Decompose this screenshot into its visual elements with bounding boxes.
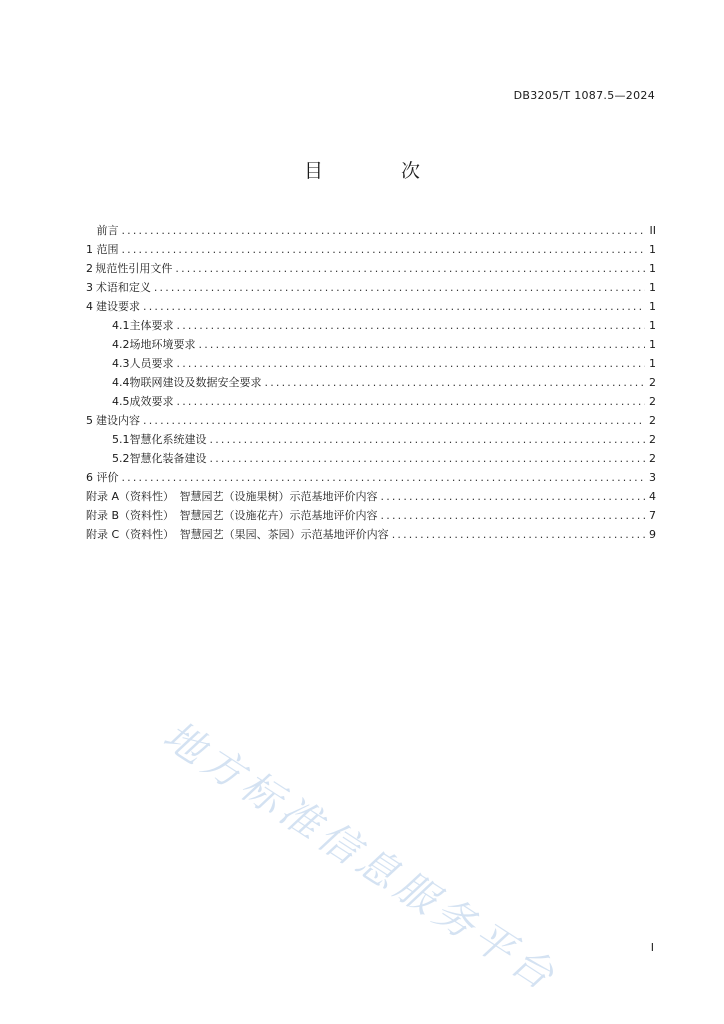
toc-entry-page: 1 xyxy=(649,357,656,370)
watermark: 地方标准信息服务平台 xyxy=(155,712,566,1002)
toc-entry[interactable] xyxy=(86,393,656,412)
toc-entry-number: 4.5 xyxy=(112,395,130,408)
toc-entry-number: 4.2 xyxy=(112,338,130,351)
table-of-contents xyxy=(86,222,656,545)
toc-entry[interactable] xyxy=(86,260,656,279)
toc-entry-number: 3 xyxy=(86,281,93,294)
toc-leader-dots xyxy=(143,300,645,313)
toc-leader-dots xyxy=(265,376,646,389)
toc-entry-page: 1 xyxy=(649,300,656,313)
toc-entry[interactable] xyxy=(86,450,656,469)
toc-entry-label: 物联网建设及数据安全要求 xyxy=(129,376,262,389)
toc-leader-dots xyxy=(121,243,645,256)
toc-entry-label: 人员要求 xyxy=(129,357,174,370)
toc-entry-page: 4 xyxy=(649,490,656,503)
toc-entry[interactable] xyxy=(86,526,656,545)
page-number: I xyxy=(650,941,654,954)
toc-leader-dots xyxy=(381,490,645,503)
toc-entry-number: 4.4 xyxy=(112,376,130,389)
toc-entry-page: 1 xyxy=(649,281,656,294)
toc-entry[interactable] xyxy=(86,279,656,298)
toc-entry[interactable] xyxy=(86,336,656,355)
page-title: 目 次 xyxy=(303,160,457,182)
toc-entry-label: 场地环境要求 xyxy=(129,338,196,351)
toc-entry-number: 4 xyxy=(86,300,93,313)
toc-entry[interactable] xyxy=(86,374,656,393)
toc-entry[interactable] xyxy=(86,431,656,450)
toc-entry-page: 1 xyxy=(649,243,656,256)
toc-leader-dots xyxy=(121,471,645,484)
toc-entry-page: 2 xyxy=(649,452,656,465)
toc-entry-page: 2 xyxy=(649,395,656,408)
toc-entry-label: 术语和定义 xyxy=(95,281,151,294)
toc-entry-label: 主体要求 xyxy=(129,319,174,332)
toc-entry-label: 评价 xyxy=(96,471,119,484)
toc-entry-label: 前言 xyxy=(96,224,119,237)
toc-entry-number: 4.1 xyxy=(112,319,130,332)
toc-entry[interactable] xyxy=(86,222,656,241)
toc-entry-label: 成效要求 xyxy=(129,395,174,408)
toc-entry-label: 建设内容 xyxy=(96,414,141,427)
toc-entry-page: 2 xyxy=(649,433,656,446)
toc-entry-label: 附录 C（资料性） 智慧园艺（果园、茶园）示范基地评价内容 xyxy=(86,528,389,541)
toc-entry[interactable] xyxy=(86,488,656,507)
toc-entry[interactable] xyxy=(86,507,656,526)
toc-leader-dots xyxy=(210,433,646,446)
toc-entry-label: 范围 xyxy=(96,243,119,256)
toc-entry-number: 1 xyxy=(86,243,93,256)
toc-entry-label: 建设要求 xyxy=(96,300,141,313)
toc-entry-page: 2 xyxy=(649,414,656,427)
toc-entry-number: 5.2 xyxy=(112,452,130,465)
toc-leader-dots xyxy=(392,528,645,541)
toc-leader-dots xyxy=(210,452,646,465)
toc-entry-page: 2 xyxy=(649,376,656,389)
toc-entry-number: 2 xyxy=(86,262,93,275)
toc-leader-dots xyxy=(177,395,646,408)
toc-entry-label: 规范性引用文件 xyxy=(95,262,173,275)
toc-leader-dots xyxy=(143,414,645,427)
toc-leader-dots xyxy=(177,319,646,332)
toc-entry-page: II xyxy=(649,224,656,237)
toc-entry[interactable] xyxy=(86,412,656,431)
toc-leader-dots xyxy=(199,338,646,351)
toc-leader-dots xyxy=(177,357,646,370)
toc-entry[interactable] xyxy=(86,317,656,336)
toc-entry-number: 4.3 xyxy=(112,357,130,370)
document-code: DB3205/T 1087.5—2024 xyxy=(513,89,655,102)
toc-entry-page: 1 xyxy=(649,338,656,351)
toc-entry-number: 5 xyxy=(86,414,93,427)
toc-leader-dots xyxy=(121,224,645,237)
toc-entry[interactable] xyxy=(86,241,656,260)
toc-entry-label: 附录 B（资料性） 智慧园艺（设施花卉）示范基地评价内容 xyxy=(86,509,378,522)
toc-entry-page: 1 xyxy=(649,262,656,275)
toc-leader-dots xyxy=(381,509,645,522)
toc-leader-dots xyxy=(154,281,645,294)
toc-entry[interactable] xyxy=(86,298,656,317)
toc-entry-label: 智慧化系统建设 xyxy=(129,433,207,446)
toc-entry-number: 6 xyxy=(86,471,93,484)
toc-entry-page: 3 xyxy=(649,471,656,484)
toc-entry-page: 9 xyxy=(649,528,656,541)
toc-entry-number: 5.1 xyxy=(112,433,130,446)
toc-entry-page: 7 xyxy=(649,509,656,522)
toc-leader-dots xyxy=(175,262,645,275)
toc-entry-page: 1 xyxy=(649,319,656,332)
toc-entry[interactable] xyxy=(86,355,656,374)
toc-entry-label: 智慧化装备建设 xyxy=(129,452,207,465)
toc-entry-label: 附录 A（资料性） 智慧园艺（设施果树）示范基地评价内容 xyxy=(86,490,378,503)
toc-entry[interactable] xyxy=(86,469,656,488)
